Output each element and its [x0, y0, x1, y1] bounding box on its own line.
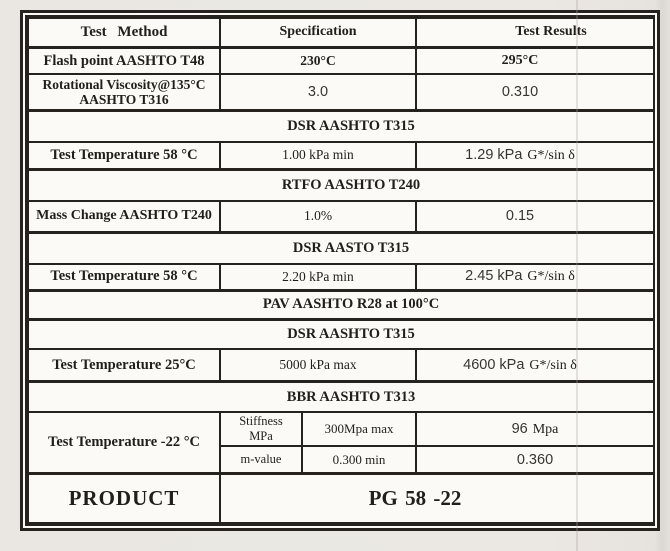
band-bbr-row [28, 382, 654, 412]
viscosity-method-line2: AASHTO T316 [79, 92, 169, 108]
flash-point-result-value: 295°C [501, 53, 539, 69]
viscosity-spec-value: 3.0 [307, 84, 329, 101]
bbr-stiffness-spec-value: 300Mpa max [324, 421, 394, 437]
temp58-original-spec [220, 142, 416, 170]
bbr-stiffness-label-cell [220, 412, 302, 446]
band-rtfo [28, 170, 654, 201]
temp58-rtfo-method-label: Test Temperature 58 °C [50, 268, 198, 285]
temp25-result-unit: G*/sin δ [529, 357, 577, 373]
temp58-original-method-label: Test Temperature 58 °C [50, 146, 198, 163]
band-pav [28, 291, 654, 319]
mass-change-spec-value: 1.0% [303, 208, 333, 224]
product-value: PG 58 -22 [368, 485, 462, 510]
mass-change-result-value: 0.15 [505, 208, 535, 225]
temp58-rtfo-spec [220, 264, 416, 291]
temp25-result-value: 4600 kPa [463, 356, 525, 373]
band-dsr-original-row [28, 110, 654, 141]
band-rtfo-row [28, 170, 654, 201]
bbr-stiffness-result-unit: Mpa [532, 421, 559, 437]
band-rtfo-label: RTFO AASHTO T240 [281, 177, 421, 194]
binder-test-results-table [27, 17, 655, 524]
band-pav-row [28, 291, 654, 319]
temp58-original-spec-value: 1.00 kPa min [282, 147, 354, 163]
header-specification [220, 18, 416, 47]
temp58-rtfo-row [28, 264, 654, 291]
header-test-method [28, 18, 220, 47]
rotational-viscosity-row [28, 74, 654, 110]
mass-change-spec [220, 201, 416, 232]
temp-minus22-method [28, 412, 220, 474]
bbr-stiffness-result-value: 96 [511, 420, 528, 437]
viscosity-result [416, 74, 654, 110]
flash-point-method-label: Flash point AASHTO T48 [43, 52, 205, 69]
band-dsr-pav [28, 319, 654, 349]
viscosity-spec [220, 74, 416, 110]
band-dsr-rtfo-label: DSR AASTO T315 [292, 239, 410, 256]
viscosity-method [28, 74, 220, 110]
viscosity-result-value: 0.310 [501, 84, 539, 101]
bbr-stiffness-row [28, 412, 654, 446]
temp58-original-result [416, 142, 654, 170]
report-table-inner-border [25, 15, 655, 526]
mass-change-row [28, 201, 654, 232]
table-header-row [28, 18, 654, 47]
temp25-spec-value: 5000 kPa max [279, 357, 357, 373]
temp58-original-method [28, 142, 220, 170]
band-dsr-pav-label: DSR AASHTO T315 [287, 325, 415, 342]
temp25-method [28, 349, 220, 381]
product-row [28, 473, 654, 523]
temp25-row [28, 349, 654, 381]
header-test-results-label: Test Results [515, 24, 587, 40]
temp58-rtfo-result-value: 2.45 kPa [465, 268, 523, 285]
bbr-mvalue-label-cell [220, 446, 302, 473]
header-test-results [416, 18, 654, 47]
bbr-stiffness-label: Stiffness MPa [239, 414, 283, 444]
viscosity-method-line1: Rotational Viscosity@135°C [42, 76, 206, 92]
product-value-cell [220, 473, 654, 523]
bbr-stiffness-spec [302, 412, 416, 446]
temp25-method-label: Test Temperature 25°C [52, 356, 196, 373]
temp58-original-result-unit: G*/sin δ [527, 147, 575, 163]
band-pav-label: PAV AASHTO R28 at 100°C [262, 296, 440, 313]
band-dsr-original [28, 110, 654, 141]
report-table-outer-border [20, 10, 660, 531]
band-bbr [28, 382, 654, 412]
mass-change-result [416, 201, 654, 232]
band-bbr-label: BBR AASHTO T313 [286, 388, 416, 405]
bbr-mvalue-label: m-value [240, 452, 282, 467]
band-dsr-rtfo [28, 232, 654, 263]
bbr-mvalue-result-value: 0.360 [516, 451, 554, 468]
bbr-mvalue-spec-value: 0.300 min [332, 451, 386, 467]
temp58-original-result-value: 1.29 kPa [465, 146, 523, 163]
flash-point-method [28, 47, 220, 74]
temp58-rtfo-result-unit: G*/sin δ [527, 269, 575, 285]
header-specification-label: Specification [279, 24, 357, 40]
temp58-rtfo-spec-value: 2.20 kPa min [282, 268, 354, 284]
mass-change-method [28, 201, 220, 232]
temp-minus22-method-label: Test Temperature -22 °C [47, 433, 200, 450]
mass-change-method-label: Mass Change AASHTO T240 [36, 208, 212, 224]
flash-point-spec [220, 47, 416, 74]
product-label: PRODUCT [68, 485, 180, 510]
temp58-original-row [28, 142, 654, 170]
band-dsr-original-label: DSR AASHTO T315 [287, 117, 415, 134]
flash-point-spec-value: 230°C [300, 53, 336, 69]
flash-point-row [28, 47, 654, 74]
temp25-result [416, 349, 654, 381]
temp58-rtfo-result [416, 264, 654, 291]
temp25-spec [220, 349, 416, 381]
bbr-mvalue-result [416, 446, 654, 473]
bbr-mvalue-spec [302, 446, 416, 473]
band-dsr-pav-row [28, 319, 654, 349]
band-dsr-rtfo-row [28, 232, 654, 263]
flash-point-result [416, 47, 654, 74]
product-label-cell [28, 473, 220, 523]
temp58-rtfo-method [28, 264, 220, 291]
bbr-stiffness-result [416, 412, 654, 446]
header-test-method-label: Test Method [80, 23, 168, 40]
